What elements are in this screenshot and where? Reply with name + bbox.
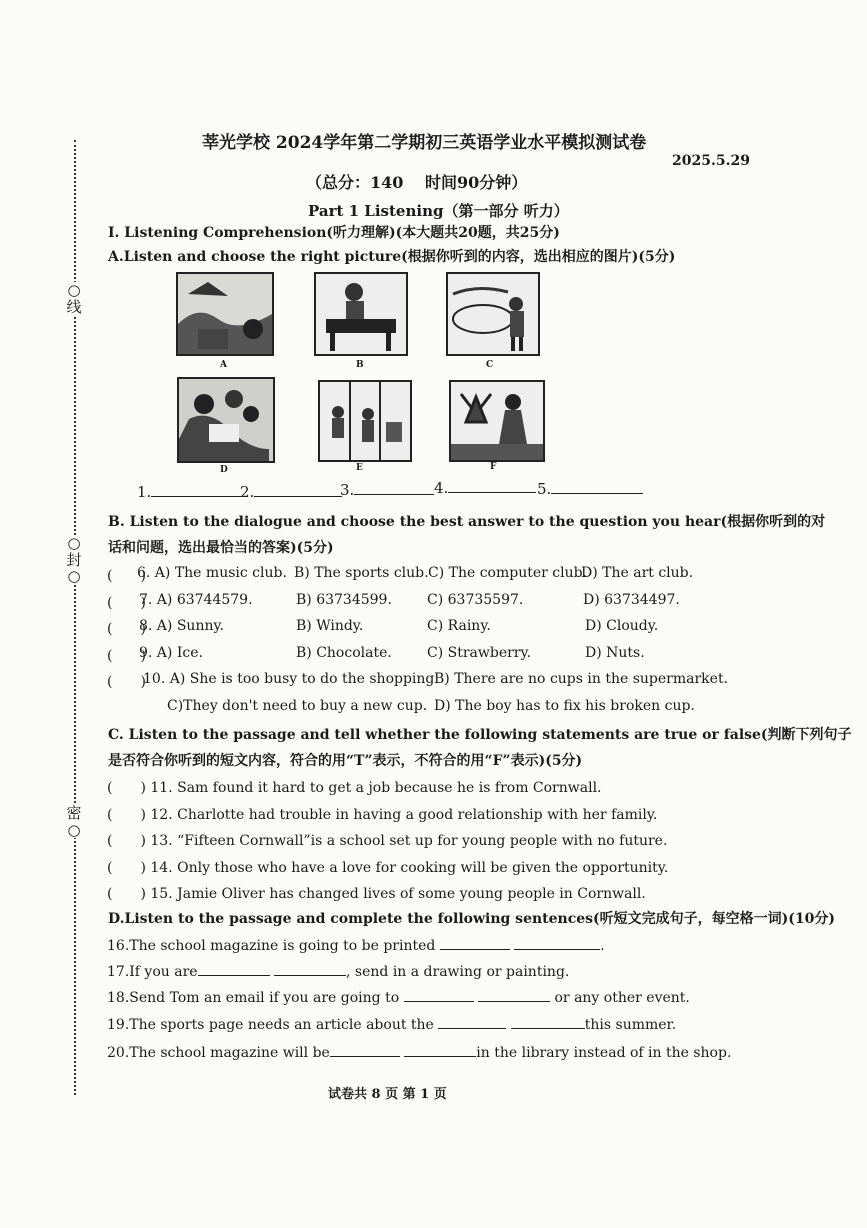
fill-question-20: [107, 1042, 731, 1061]
person-by-pool-icon: [448, 274, 538, 354]
exam-date: 2025.5.29: [672, 153, 750, 169]
section-b-heading-cont: 话和问题，选出最恰当的答案)(5分): [108, 540, 334, 556]
answer-blank-3[interactable]: [340, 480, 434, 499]
picture-d: [177, 377, 275, 463]
blank-number: 2.: [240, 483, 255, 501]
picture-f: [449, 380, 545, 462]
blank-line: [551, 479, 643, 494]
picture-a-label: A: [220, 360, 227, 370]
tf-question-15: [107, 883, 646, 903]
picture-d-label: D: [220, 465, 228, 475]
picture-c: [446, 272, 540, 356]
answer-blank-5[interactable]: [537, 479, 643, 498]
margin-mark-line: ○线: [62, 282, 86, 315]
landscape-icon: [178, 274, 272, 354]
option-c: C) The computer club.: [428, 565, 588, 581]
picture-e: [318, 380, 412, 462]
blank-line: [254, 482, 342, 497]
fill-blank[interactable]: [478, 987, 550, 1002]
section-a-heading: A.Listen and choose the right picture(根据你听到的内容，选出相应的图片)(5分): [108, 249, 676, 265]
option-a: 6. A) The music club.: [137, 565, 287, 581]
tf-question-13: [107, 830, 667, 850]
option-c: C) 63735597.: [427, 592, 524, 608]
blank-number: 4.: [434, 479, 449, 497]
sentence-end: or any other event.: [554, 990, 690, 1006]
statement-text: 12. Charlotte had trouble in having a good relationship with her family.: [150, 807, 658, 823]
fill-blank[interactable]: [438, 1014, 506, 1029]
option-d: D) The art club.: [581, 565, 694, 581]
section-i-heading: I. Listening Comprehension(听力理解)(本大题共20题，共25分): [108, 225, 560, 241]
option-d: D) Nuts.: [585, 645, 645, 661]
fill-blank[interactable]: [511, 1014, 585, 1029]
answer-paren[interactable]: ( ): [107, 621, 146, 637]
picture-b: [314, 272, 408, 356]
option-c: C) Strawberry.: [427, 645, 531, 661]
option-b: B) Windy.: [296, 618, 364, 634]
option-a: 7. A) 63744579.: [139, 592, 253, 608]
part1-heading: Part 1 Listening（第一部分 听力）: [308, 202, 569, 220]
fill-question-19: [107, 1014, 676, 1033]
section-c-heading: C. Listen to the passage and tell whether the following statements are true or false(判断下列句子: [108, 727, 852, 743]
picture-e-label: E: [356, 463, 363, 473]
sentence-end: .: [600, 938, 605, 954]
answer-paren[interactable]: ( ): [107, 595, 146, 611]
tf-question-11: [107, 777, 602, 797]
answer-paren[interactable]: ( ): [107, 833, 146, 849]
exam-title: 莘光学校 2024学年第二学期初三英语学业水平模拟测试卷: [202, 133, 647, 153]
fill-blank[interactable]: [274, 961, 346, 976]
answer-blank-4[interactable]: [434, 478, 536, 497]
statement-text: 11. Sam found it hard to get a job because he is from Cornwall.: [150, 780, 602, 796]
fill-question-18: [107, 987, 690, 1006]
margin-mark-sealed: 密○: [62, 805, 86, 838]
picture-c-label: C: [486, 360, 494, 370]
option-d: D) Cloudy.: [585, 618, 659, 634]
option-b: B) 63734599.: [296, 592, 392, 608]
section-d-heading: D.Listen to the passage and complete the following sentences(听短文完成句子，每空格一词)(10分): [108, 911, 835, 927]
picture-f-label: F: [490, 462, 497, 472]
page-footer: 试卷共 8 页 第 1 页: [328, 1087, 447, 1102]
answer-paren[interactable]: ( ): [107, 886, 146, 902]
person-at-table-icon: [316, 274, 406, 354]
family-scene-icon: [179, 379, 273, 461]
picture-b-label: B: [356, 360, 364, 370]
option-c: C)They don't need to buy a new cup.: [167, 698, 428, 714]
sentence-end: this summer.: [584, 1017, 677, 1033]
sentence-start: 17.If you are: [107, 964, 198, 980]
sentence-start: 16.The school magazine is going to be printed: [107, 938, 436, 954]
blank-line: [354, 480, 434, 495]
sentence-start: 18.Send Tom an email if you are going to: [107, 990, 400, 1006]
sentence-start: 20.The school magazine will be: [107, 1045, 330, 1061]
option-d: D) 63734497.: [583, 592, 680, 608]
option-b: B) There are no cups in the supermarket.: [434, 671, 729, 687]
option-a: 9. A) Ice.: [139, 645, 203, 661]
score-time: （总分：140 时间90分钟）: [306, 173, 528, 192]
answer-blank-2[interactable]: [240, 482, 342, 501]
blank-number: 3.: [340, 481, 355, 499]
girl-with-plant-icon: [451, 382, 543, 460]
statement-text: 15. Jamie Oliver has changed lives of some young people in Cornwall.: [150, 886, 646, 902]
blank-line: [151, 482, 241, 497]
blank-number: 5.: [537, 480, 552, 498]
option-c: C) Rainy.: [427, 618, 491, 634]
margin-mark-seal: ○封○: [62, 535, 86, 585]
statement-text: 13. “Fifteen Cornwall”is a school set up for young people with no future.: [150, 833, 668, 849]
answer-paren[interactable]: ( ): [107, 568, 146, 584]
fill-question-17: [107, 961, 569, 980]
shop-interior-icon: [320, 382, 410, 460]
option-d: D) The boy has to fix his broken cup.: [434, 698, 695, 714]
section-c-heading-cont: 是否符合你听到的短文内容，符合的用“T”表示，不符合的用“F”表示)(5分): [108, 753, 583, 769]
answer-paren[interactable]: ( ): [107, 674, 146, 690]
answer-blank-1[interactable]: [137, 482, 241, 501]
answer-paren[interactable]: ( ): [107, 860, 146, 876]
fill-blank[interactable]: [440, 935, 510, 950]
picture-a: [176, 272, 274, 356]
option-a: 10. A) She is too busy to do the shopping: [143, 671, 435, 687]
tf-question-12: [107, 804, 657, 824]
option-b: B) The sports club.: [294, 565, 429, 581]
tf-question-14: [107, 857, 668, 877]
sentence-end: , send in a drawing or painting.: [346, 964, 570, 980]
blank-number: 1.: [137, 483, 152, 501]
section-b-heading: B. Listen to the dialogue and choose the best answer to the question you hear(根据你听到的对: [108, 514, 826, 530]
fill-blank[interactable]: [330, 1042, 400, 1057]
fill-blank[interactable]: [514, 935, 600, 950]
option-a: 8. A) Sunny.: [139, 618, 224, 634]
fill-blank[interactable]: [198, 961, 270, 976]
blank-line: [448, 478, 536, 493]
sentence-end: in the library instead of in the shop.: [476, 1045, 732, 1061]
answer-paren[interactable]: ( ): [107, 807, 146, 823]
answer-paren[interactable]: ( ): [107, 648, 146, 664]
option-b: B) Chocolate.: [296, 645, 392, 661]
answer-paren[interactable]: ( ): [107, 780, 146, 796]
sentence-start: 19.The sports page needs an article about the: [107, 1017, 434, 1033]
fill-blank[interactable]: [404, 987, 474, 1002]
fill-blank[interactable]: [404, 1042, 476, 1057]
statement-text: 14. Only those who have a love for cooking will be given the opportunity.: [150, 860, 669, 876]
fill-question-16: [107, 935, 605, 954]
